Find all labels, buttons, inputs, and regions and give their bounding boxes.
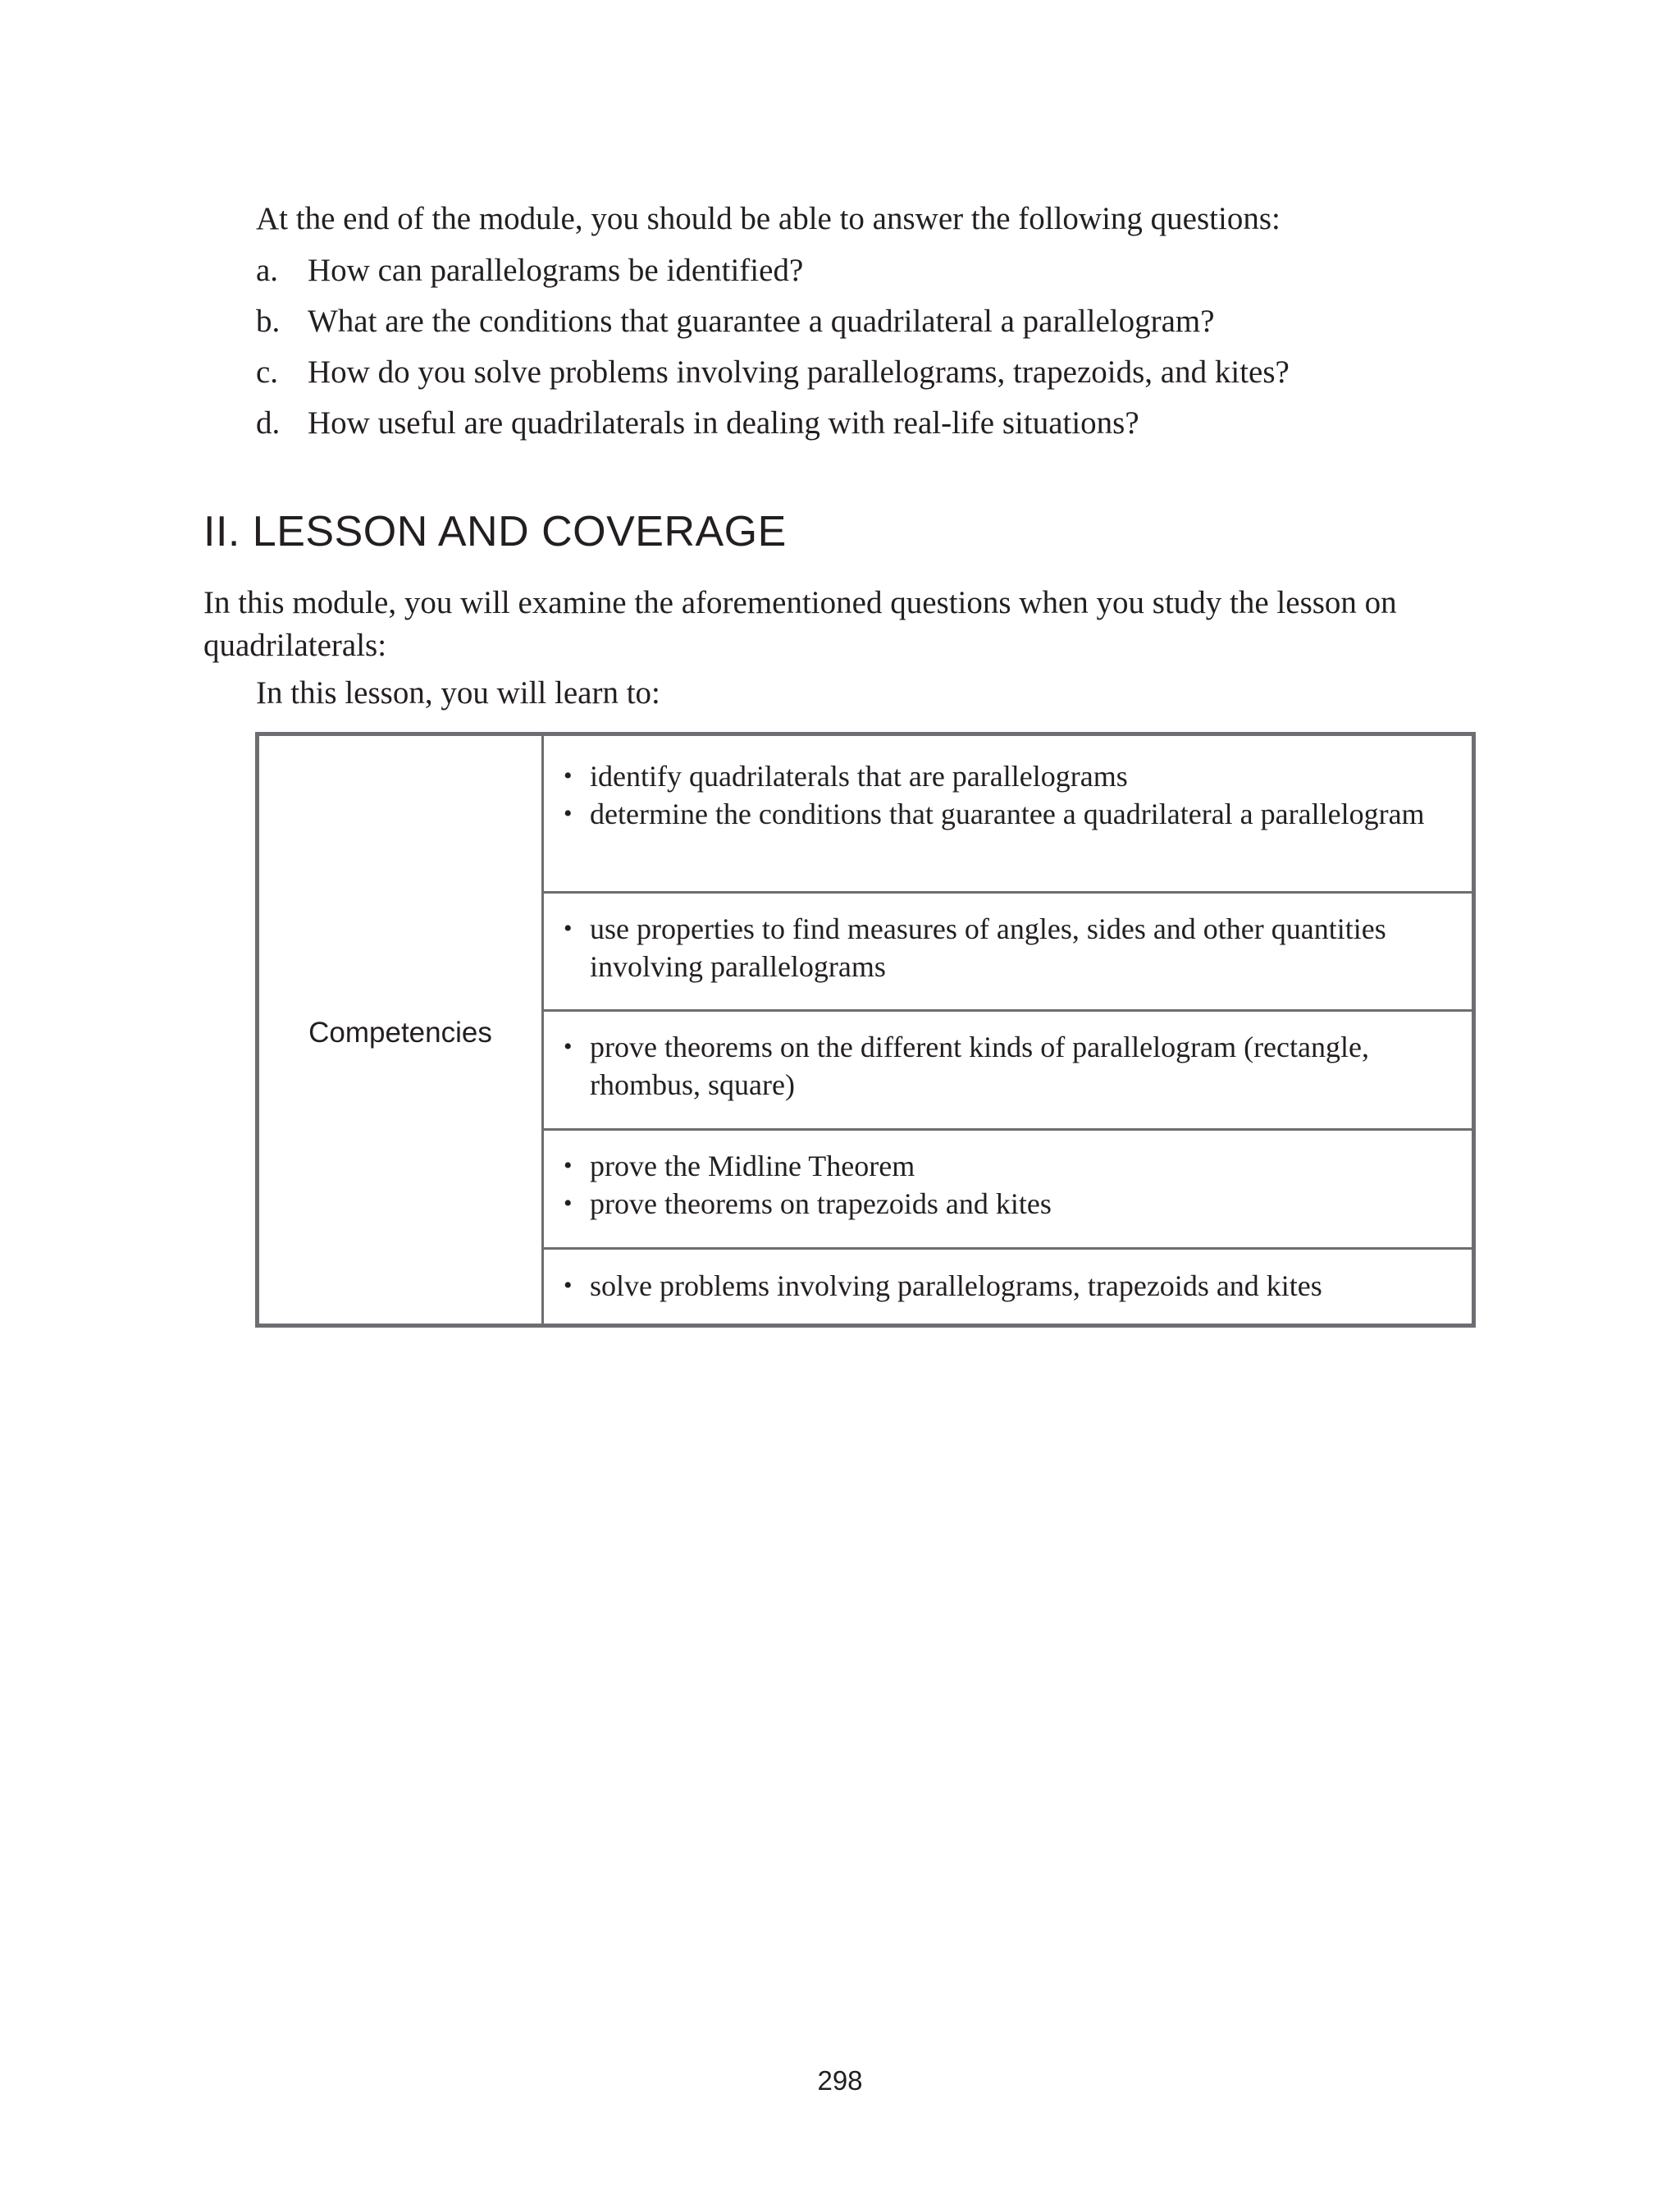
competency-list [564, 757, 1455, 833]
competency-text: solve problems involving parallelograms, trapezoids and kites [590, 1269, 1322, 1302]
bullet-icon: • [564, 1272, 573, 1299]
competency-text: determine the conditions that guarantee a quadrilateral a parallelogram [590, 798, 1425, 830]
competency-item [564, 1147, 1455, 1185]
bullet-icon: • [564, 762, 573, 789]
bullet-icon: • [564, 1033, 573, 1060]
competency-item [564, 1028, 1455, 1104]
competencies-rows [544, 736, 1472, 1324]
competency-text: prove the Midline Theorem [590, 1150, 915, 1182]
competency-row [544, 1012, 1472, 1131]
competency-text: identify quadrilaterals that are parallelograms [590, 760, 1128, 793]
question-item [256, 354, 1486, 405]
question-letter: d. [256, 405, 281, 441]
question-text: How useful are quadrilaterals in dealing with real-life situations? [308, 405, 1139, 441]
competency-text: prove theorems on the different kinds of parallelogram (rectangle, rhombus, square) [590, 1031, 1369, 1101]
question-text: How can parallelograms be identified? [308, 253, 804, 288]
competency-item [564, 1185, 1455, 1223]
question-letter: b. [256, 304, 281, 339]
competencies-label: Competencies [308, 1017, 492, 1049]
section-intro-text: In this module, you will examine the aforementioned questions when you study the lesson on quadrilaterals: [203, 585, 1397, 663]
competency-item [564, 910, 1455, 985]
question-text: How do you solve problems involving parallelograms, trapezoids, and kites? [308, 354, 1290, 390]
question-letter: c. [256, 354, 279, 390]
competency-list [564, 1028, 1455, 1104]
section-heading: II. LESSON AND COVERAGE [203, 508, 787, 556]
question-letter: a. [256, 253, 279, 288]
competency-row [544, 894, 1472, 1012]
competency-item [564, 795, 1455, 833]
competency-text: use properties to find measures of angles, sides and other quantities involving parallelograms [590, 912, 1386, 983]
competency-list [564, 910, 1455, 985]
question-item [256, 303, 1486, 354]
competency-row [544, 1131, 1472, 1250]
competencies-label-cell [259, 736, 544, 1324]
competency-item [564, 1267, 1455, 1305]
competency-list [564, 1267, 1455, 1305]
competency-row [544, 1250, 1472, 1324]
question-text: What are the conditions that guarantee a quadrilateral a parallelogram? [308, 304, 1215, 339]
question-item [256, 405, 1486, 455]
page-number: 298 [817, 2065, 863, 2096]
bullet-icon: • [564, 800, 573, 827]
lesson-intro-text: In this lesson, you will learn to: [256, 675, 660, 711]
question-list [256, 252, 1486, 455]
question-item [256, 252, 1486, 303]
competency-text: prove theorems on trapezoids and kites [590, 1187, 1052, 1220]
competency-item [564, 757, 1455, 795]
bullet-icon: • [564, 1190, 573, 1217]
bullet-icon: • [564, 915, 573, 942]
bullet-icon: • [564, 1152, 573, 1179]
intro-text: At the end of the module, you should be able to answer the following questions: [256, 201, 1281, 236]
competencies-table [255, 732, 1476, 1328]
competency-row [544, 736, 1472, 894]
competency-list [564, 1147, 1455, 1223]
